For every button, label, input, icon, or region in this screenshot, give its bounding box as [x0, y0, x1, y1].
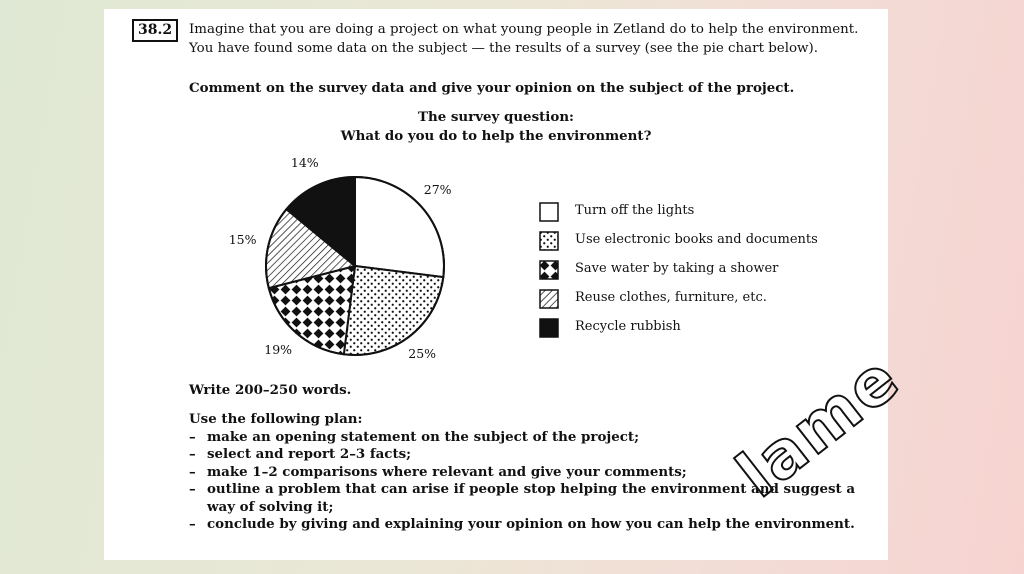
plan-item: – make 1–2 comparisons where relevant and give your comments; — [189, 464, 879, 482]
legend-label: Recycle rubbish — [575, 319, 681, 334]
task-number: 38.2 — [132, 19, 178, 42]
pie-value-label: 14% — [290, 154, 319, 170]
pie-value-label: 19% — [264, 341, 293, 357]
pie-value-label: 15% — [228, 232, 257, 248]
legend-swatch — [539, 289, 559, 309]
plan-item: – outline a problem that can arise if people stop helping the environment and suggest a way of solving it; — [189, 481, 879, 516]
legend-swatch — [539, 231, 559, 251]
plan-item: – conclude by giving and explaining your opinion on how you can help the environment. — [189, 516, 879, 534]
legend-swatch — [539, 318, 559, 338]
legend-label: Reuse clothes, furniture, etc. — [575, 290, 767, 305]
legend-label: Turn off the lights — [575, 203, 695, 218]
legend-swatch — [539, 260, 559, 280]
pie-slice — [344, 266, 443, 355]
plan-intro: Use the following plan: — [189, 411, 363, 427]
plan-item: – select and report 2–3 facts; — [189, 446, 879, 464]
plan-item: – make an opening statement on the subject of the project; — [189, 429, 879, 447]
survey-heading: The survey question: — [418, 109, 574, 125]
legend-swatch — [539, 202, 559, 222]
legend-label: Save water by taking a shower — [575, 261, 779, 276]
watermark: lame — [724, 341, 914, 513]
document-page — [104, 9, 914, 560]
task-instruction: Comment on the survey data and give your opinion on the subject of the project. — [189, 80, 795, 96]
survey-question: What do you do to help the environment? — [340, 128, 652, 144]
legend-label: Use electronic books and documents — [575, 232, 818, 247]
pie-value-label: 27% — [423, 182, 452, 198]
word-count-instruction: Write 200–250 words. — [189, 382, 352, 398]
pie-value-label: 25% — [408, 346, 437, 362]
task-intro: Imagine that you are doing a project on what young people in Zetland do to help the environment. You have found some data on the subject — the results of a survey (see the pie chart below). — [189, 22, 859, 56]
